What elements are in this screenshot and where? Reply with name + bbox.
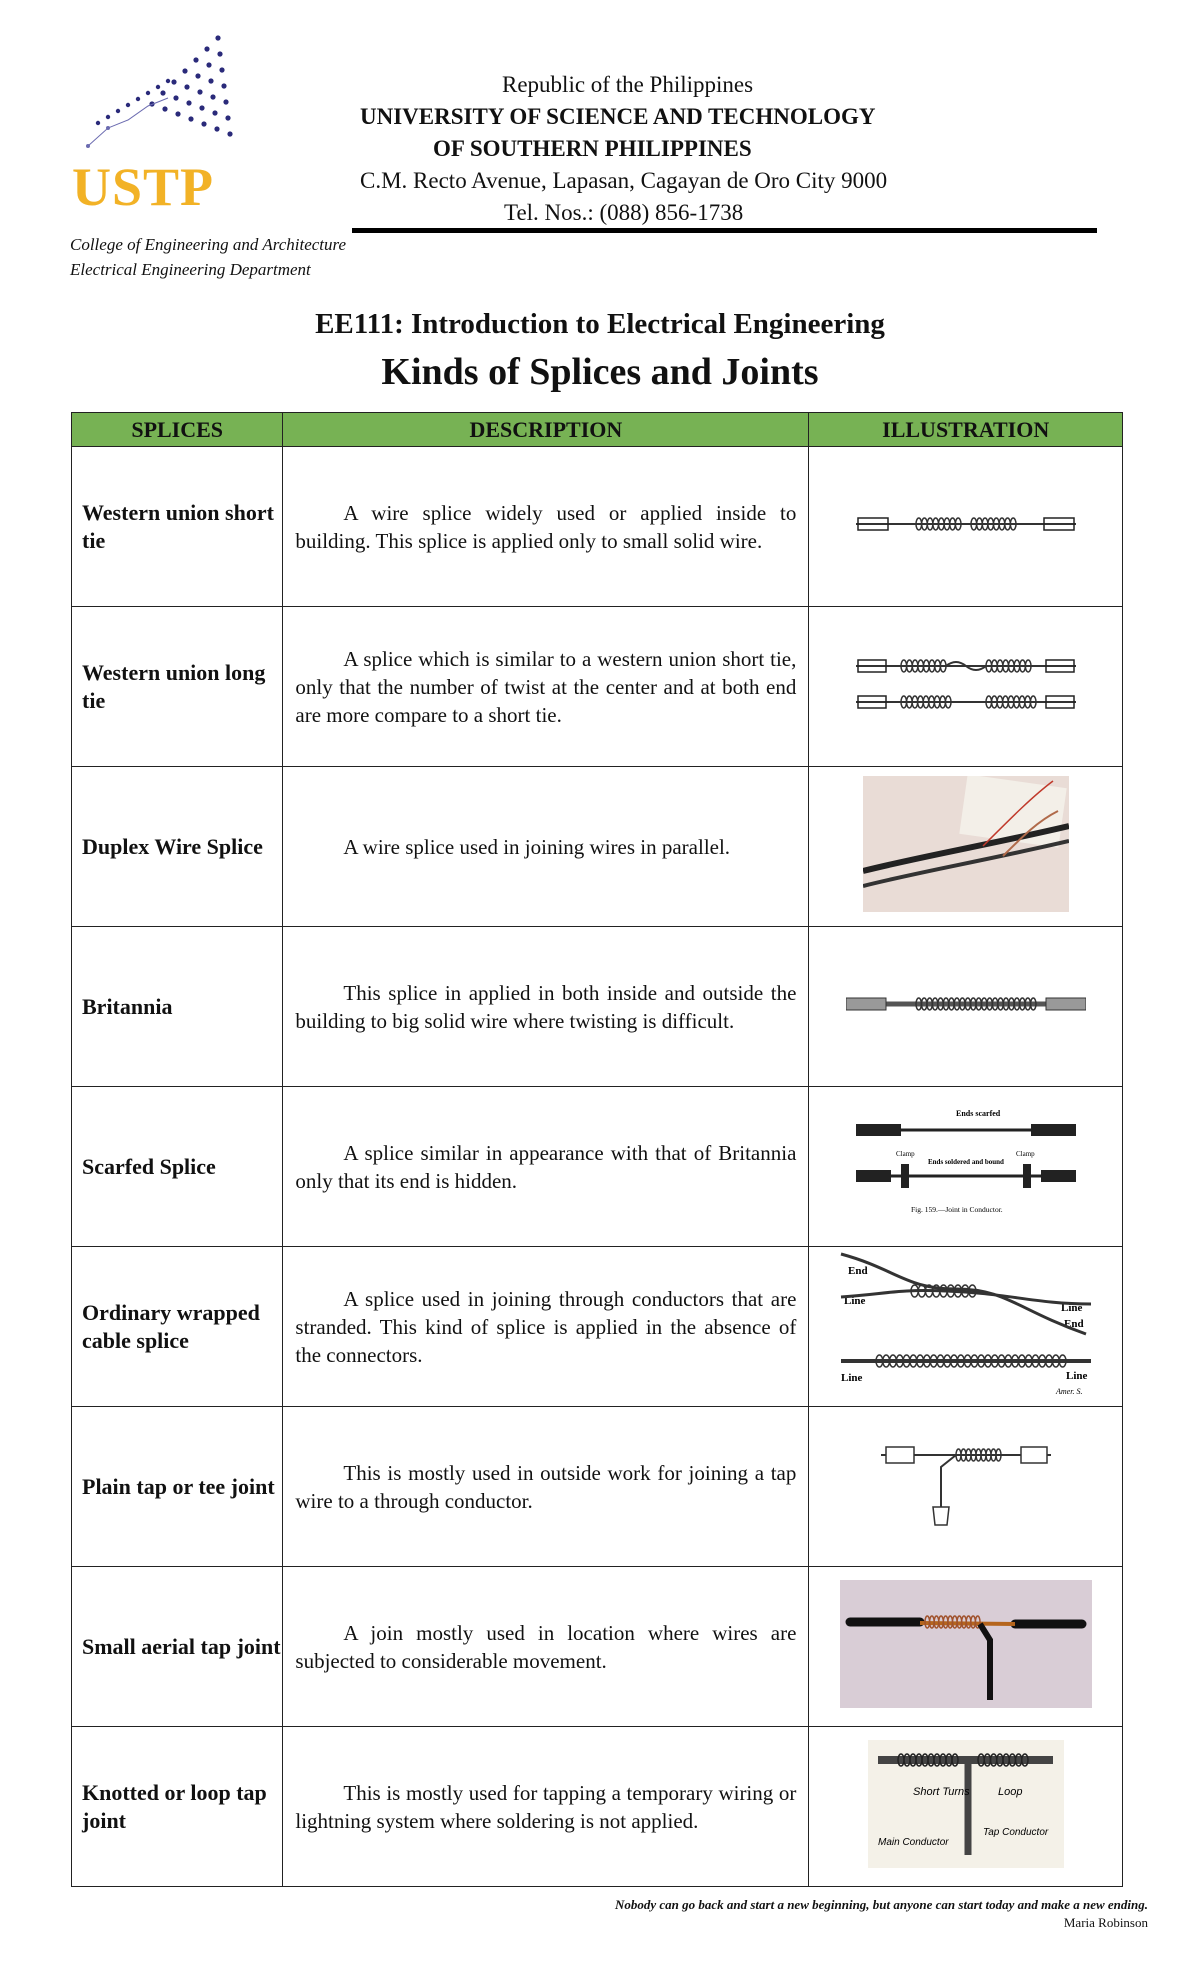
splice-name: Britannia bbox=[72, 927, 283, 1087]
splice-description bbox=[283, 1087, 809, 1247]
description-text: A wire splice widely used or applied inside to building. This splice is applied only to small solid wire. bbox=[295, 500, 797, 553]
svg-text:Clamp: Clamp bbox=[1015, 1150, 1035, 1158]
svg-text:Ends scarfed: Ends scarfed bbox=[955, 1109, 1000, 1118]
short-tie-drawing bbox=[856, 504, 1076, 549]
svg-text:Line: Line bbox=[840, 1372, 863, 1384]
description-text: A splice similar in appearance with that of Britannia only that its end is hidden. bbox=[295, 1140, 797, 1193]
svg-text:Fig. 159.—Joint in Conductor.: Fig. 159.—Joint in Conductor. bbox=[910, 1205, 1003, 1214]
svg-text:End: End bbox=[1063, 1318, 1084, 1330]
table-row bbox=[72, 1087, 1123, 1247]
college-name: College of Engineering and Architecture bbox=[70, 235, 347, 254]
loop-tap-drawing bbox=[868, 1740, 1064, 1873]
splice-illustration-cell bbox=[809, 1407, 1123, 1567]
scarfed-drawing bbox=[856, 1104, 1076, 1229]
department-name: Electrical Engineering Department bbox=[70, 260, 311, 279]
splice-description bbox=[283, 1727, 809, 1887]
splice-name: Plain tap or tee joint bbox=[72, 1407, 283, 1567]
splice-name: Small aerial tap joint bbox=[72, 1567, 283, 1727]
splice-illustration-cell bbox=[809, 607, 1123, 767]
table-header-row bbox=[72, 413, 1123, 447]
splice-illustration-cell bbox=[809, 1247, 1123, 1407]
table-row bbox=[72, 1567, 1123, 1727]
splice-illustration-cell bbox=[809, 927, 1123, 1087]
long-tie-drawing bbox=[856, 644, 1076, 729]
splice-illustration-cell bbox=[809, 447, 1123, 607]
tee-joint-drawing bbox=[881, 1437, 1051, 1537]
svg-text:Amer. S.: Amer. S. bbox=[1055, 1387, 1083, 1396]
splice-name: Scarfed Splice bbox=[72, 1087, 283, 1247]
svg-text:Line: Line bbox=[1060, 1302, 1083, 1314]
table-row bbox=[72, 1407, 1123, 1567]
header-phone: Tel. Nos.: (088) 856-1738 bbox=[504, 200, 744, 225]
splice-name: Western union long tie bbox=[72, 607, 283, 767]
description-text: A splice which is similar to a western union short tie, only that the number of twist at the center and at both end are more compare to a short tie. bbox=[295, 646, 797, 727]
aerial-tap-photo bbox=[840, 1580, 1092, 1713]
header-splices: SPLICES bbox=[72, 413, 283, 447]
header-illustration: ILLUSTRATION bbox=[809, 413, 1123, 447]
svg-text:Clamp: Clamp bbox=[895, 1150, 915, 1158]
table-row bbox=[72, 447, 1123, 607]
splice-description bbox=[283, 927, 809, 1087]
splice-name: Western union short tie bbox=[72, 447, 283, 607]
header-university: UNIVERSITY OF SCIENCE AND TECHNOLOGY bbox=[360, 104, 876, 129]
splice-name: Duplex Wire Splice bbox=[72, 767, 283, 927]
header-address: C.M. Recto Avenue, Lapasan, Cagayan de Oro City 9000 bbox=[360, 168, 888, 193]
splice-illustration-cell bbox=[809, 767, 1123, 927]
splices-table bbox=[71, 412, 1123, 1887]
table-row bbox=[72, 607, 1123, 767]
svg-text:Loop: Loop bbox=[997, 1786, 1023, 1798]
britannia-drawing bbox=[846, 984, 1086, 1029]
splice-illustration-cell bbox=[809, 1567, 1123, 1727]
description-text: A wire splice used in joining wires in parallel. bbox=[343, 834, 731, 859]
splice-description bbox=[283, 607, 809, 767]
splice-name: Ordinary wrapped cable splice bbox=[72, 1247, 283, 1407]
splice-description bbox=[283, 1407, 809, 1567]
duplex-photo bbox=[863, 776, 1069, 917]
table-row bbox=[72, 1727, 1123, 1887]
cable-splice-drawing bbox=[836, 1249, 1096, 1404]
svg-text:Tap Conductor: Tap Conductor bbox=[982, 1827, 1048, 1838]
svg-text:Ends soldered and bound: Ends soldered and bound bbox=[927, 1158, 1004, 1166]
splice-illustration-cell bbox=[809, 1727, 1123, 1887]
splice-description bbox=[283, 447, 809, 607]
footer-quote: Nobody can go back and start a new beginning, but anyone can start today and make a new ending. bbox=[614, 1897, 1148, 1912]
svg-text:Main Conductor: Main Conductor bbox=[877, 1837, 949, 1848]
description-text: This splice in applied in both inside and outside the building to big solid wire where twisting is difficult. bbox=[295, 980, 797, 1033]
splice-description bbox=[283, 1247, 809, 1407]
table-row bbox=[72, 1247, 1123, 1407]
svg-text:Line: Line bbox=[843, 1295, 866, 1307]
svg-text:Short Turns: Short Turns bbox=[912, 1786, 970, 1798]
course-title: EE111: Introduction to Electrical Engineering bbox=[315, 308, 885, 340]
page-title: Kinds of Splices and Joints bbox=[381, 351, 819, 393]
description-text: A splice used in joining through conductors that are stranded. This kind of splice is applied in the absence of the connectors. bbox=[295, 1286, 797, 1367]
college-info bbox=[70, 232, 346, 282]
description-text: This is mostly used in outside work for joining a tap wire to a through conductor. bbox=[295, 1460, 797, 1513]
splice-description bbox=[283, 767, 809, 927]
splice-name: Knotted or loop tap joint bbox=[72, 1727, 283, 1887]
description-text: This is mostly used for tapping a temporary wiring or lightning system where soldering is not applied. bbox=[295, 1780, 797, 1833]
table-row bbox=[72, 767, 1123, 927]
footer-author: Maria Robinson bbox=[1063, 1915, 1148, 1930]
header-university-2: OF SOUTHERN PHILIPPINES bbox=[433, 136, 752, 161]
svg-text:Line: Line bbox=[1065, 1370, 1088, 1382]
logo-wordmark: USTP bbox=[72, 157, 215, 217]
splice-illustration-cell bbox=[809, 1087, 1123, 1247]
header-republic: Republic of the Philippines bbox=[502, 72, 754, 97]
university-logo bbox=[68, 28, 238, 217]
svg-text:End: End bbox=[847, 1265, 868, 1277]
header-divider bbox=[352, 228, 1097, 233]
header-description: DESCRIPTION bbox=[283, 413, 809, 447]
splice-description bbox=[283, 1567, 809, 1727]
table-row bbox=[72, 927, 1123, 1087]
description-text: A join mostly used in location where wires are subjected to considerable movement. bbox=[295, 1620, 797, 1673]
logo-dots-icon bbox=[68, 28, 238, 168]
